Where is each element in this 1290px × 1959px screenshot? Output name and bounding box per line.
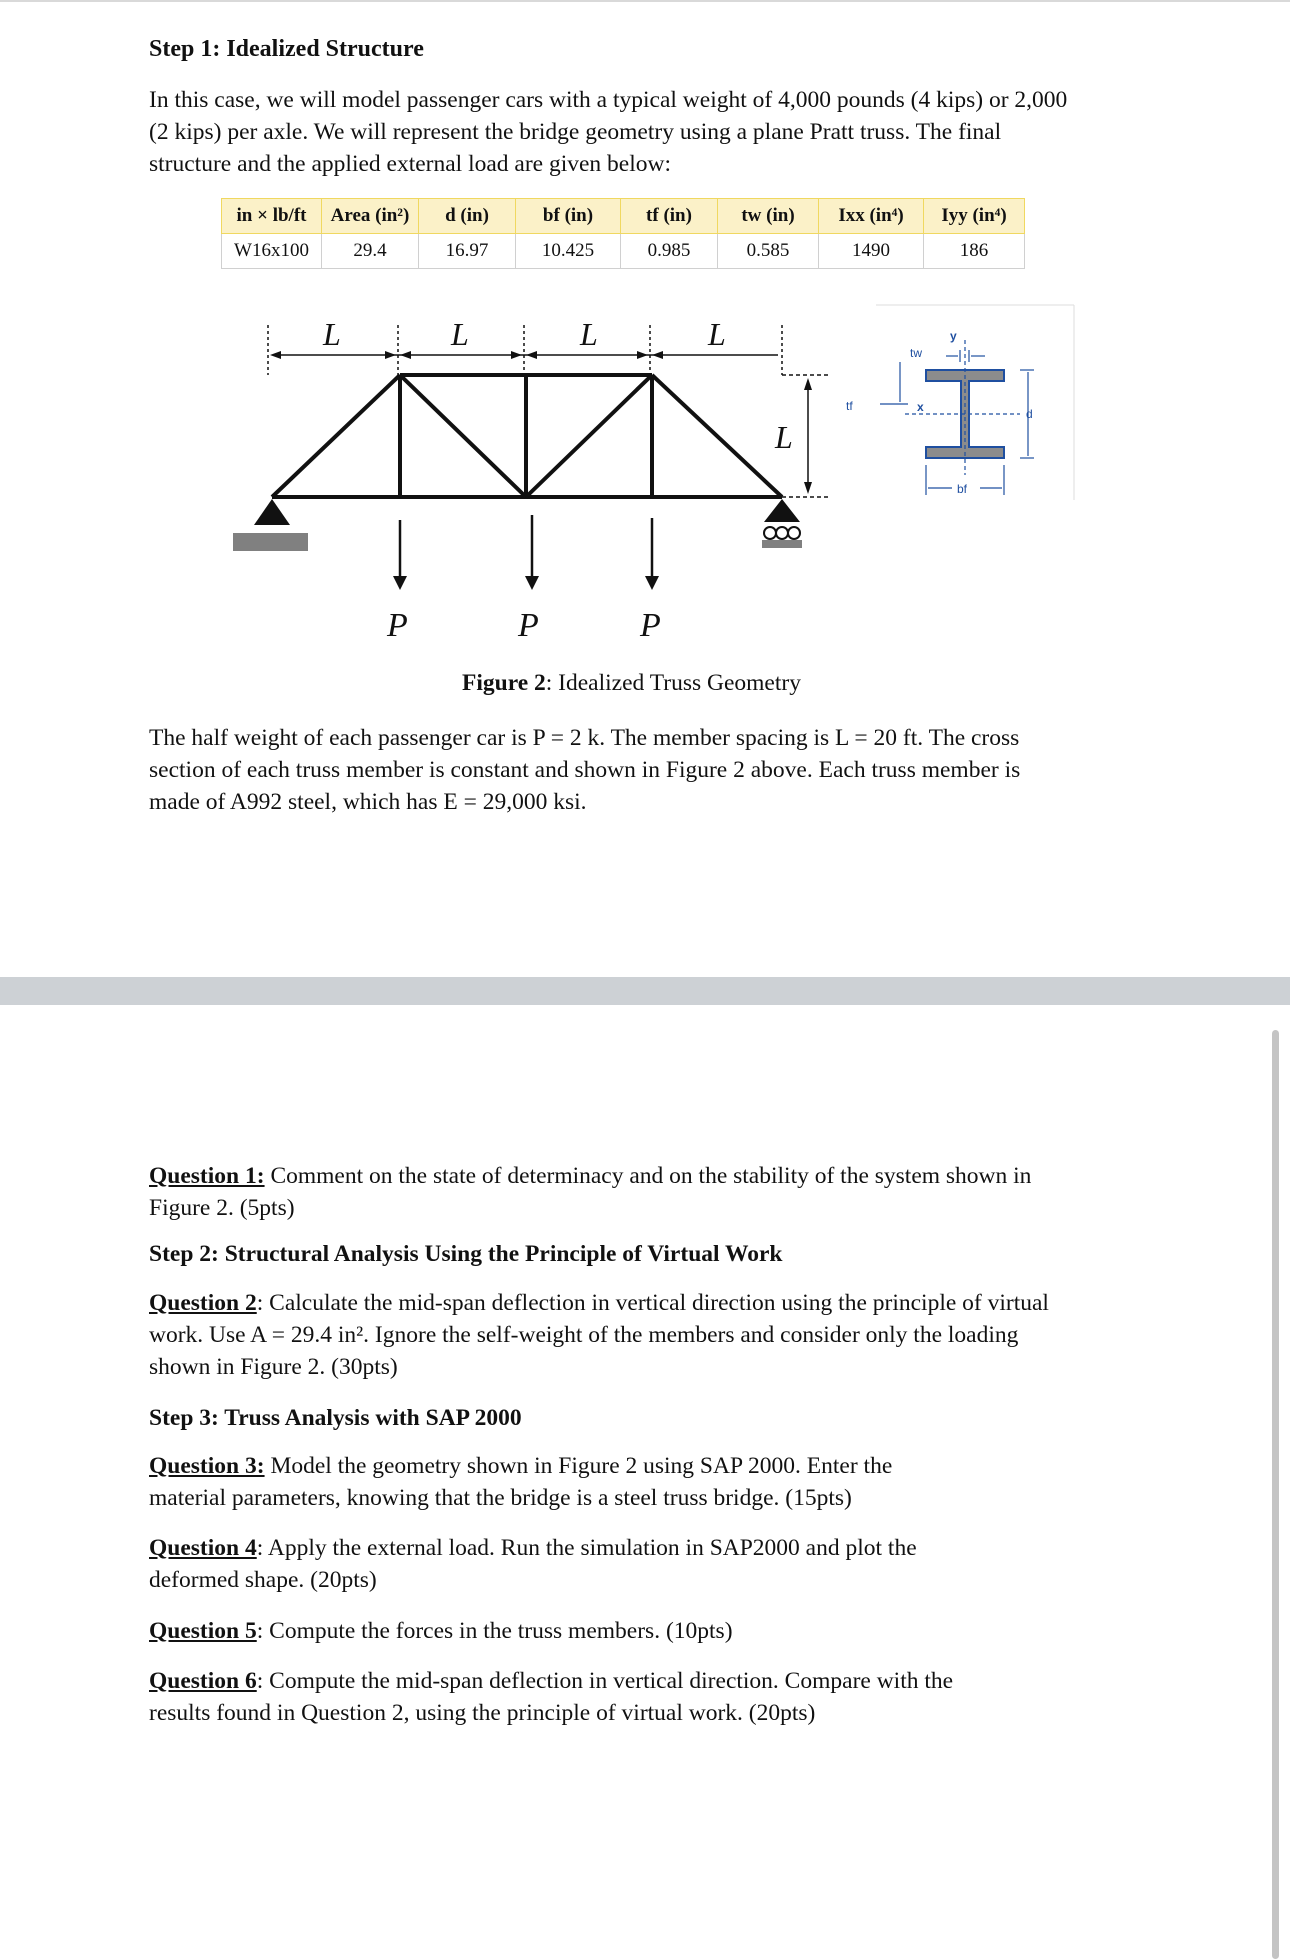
- step2-heading: Step 2: Structural Analysis Using the Principle of Virtual Work: [149, 1241, 783, 1267]
- page-separator: [0, 977, 1290, 1005]
- roller-support-icon: [762, 499, 802, 548]
- question-5: [149, 1615, 1129, 1647]
- table-cell: 0.585: [718, 234, 819, 269]
- table-header-cell: Area (in²): [322, 199, 419, 234]
- table-cell: 0.985: [621, 234, 718, 269]
- table-cell: 1490: [819, 234, 924, 269]
- table-row: [222, 234, 1025, 269]
- question-3-text-2: material parameters, knowing that the bridge is a steel truss bridge. (15pts): [149, 1485, 852, 1511]
- pin-support-icon: [233, 499, 308, 551]
- table-header-row: [222, 199, 1025, 234]
- after-line-3: made of A992 steel, which has E = 29,000 ksi.: [149, 789, 587, 815]
- intro-line-2: (2 kips) per axle. We will represent the bridge geometry using a plane Pratt truss. The final: [149, 119, 1002, 145]
- question-6: [149, 1665, 1129, 1729]
- table-cell: 16.97: [419, 234, 516, 269]
- load-label-1: P: [387, 607, 408, 644]
- span-label-4: L: [708, 316, 726, 352]
- question-2-label: Question 2: [149, 1290, 257, 1316]
- table-header-cell: Ixx (in⁴): [819, 199, 924, 234]
- span-dimension: [268, 325, 782, 375]
- step1-heading: Step 1: Idealized Structure: [149, 36, 424, 62]
- label-tw: tw: [910, 346, 922, 360]
- truss-members: [272, 375, 782, 497]
- question-3-label: Question 3:: [149, 1453, 265, 1479]
- table-header-cell: tf (in): [621, 199, 718, 234]
- question-4-text-2: deformed shape. (20pts): [149, 1567, 377, 1593]
- intro-line-1: In this case, we will model passenger cars with a typical weight of 4,000 pounds (4 kips) or 2,000: [149, 87, 1068, 113]
- caption-label: Figure 2: [462, 670, 546, 696]
- label-tf: tf: [846, 399, 853, 413]
- span-label-3: L: [580, 316, 598, 352]
- question-4-text: : Apply the external load. Run the simulation in SAP2000 and plot the: [256, 1535, 917, 1561]
- question-3: [149, 1450, 1129, 1514]
- question-2-text: : Calculate the mid-span deflection in vertical direction using the principle of virtual: [256, 1290, 1049, 1316]
- label-y: y: [950, 329, 957, 343]
- table-cell: 186: [924, 234, 1025, 269]
- table-header-cell: tw (in): [718, 199, 819, 234]
- scrollbar[interactable]: [1272, 1030, 1279, 1959]
- question-3-text: Model the geometry shown in Figure 2 using SAP 2000. Enter the: [264, 1453, 893, 1479]
- question-6-text: : Compute the mid-span deflection in vertical direction. Compare with the: [256, 1668, 954, 1694]
- section-properties-table: [221, 198, 1025, 269]
- question-1-label: Question 1:: [149, 1163, 265, 1189]
- step1-intro: [149, 84, 1149, 180]
- truss-figure: [0, 290, 1290, 650]
- span-label-1: L: [323, 316, 341, 352]
- figure-caption: [462, 670, 801, 697]
- load-label-2: P: [518, 607, 539, 644]
- after-line-1: The half weight of each passenger car is P = 2 k. The member spacing is L = 20 ft. The cross: [149, 725, 1020, 751]
- table-cell: W16x100: [222, 234, 322, 269]
- question-6-text-2: results found in Question 2, using the principle of virtual work. (20pts): [149, 1700, 816, 1726]
- height-label: L: [775, 419, 793, 455]
- step3-heading: Step 3: Truss Analysis with SAP 2000: [149, 1405, 522, 1431]
- question-2-text-2: work. Use A = 29.4 in². Ignore the self-weight of the members and consider only the loading: [149, 1322, 1019, 1348]
- question-5-text: : Compute the forces in the truss members. (10pts): [256, 1618, 733, 1644]
- after-line-2: section of each truss member is constant and shown in Figure 2 above. Each truss member is: [149, 757, 1021, 783]
- label-x: x: [917, 400, 924, 414]
- question-5-label: Question 5: [149, 1618, 257, 1644]
- question-6-label: Question 6: [149, 1668, 257, 1694]
- w-section-diagram: [846, 305, 1074, 500]
- question-4-label: Question 4: [149, 1535, 257, 1561]
- table-cell: 10.425: [516, 234, 621, 269]
- question-4: [149, 1532, 1129, 1596]
- table-header-cell: bf (in): [516, 199, 621, 234]
- question-2: [149, 1287, 1129, 1383]
- question-1-text: Comment on the state of determinacy and on the stability of the system shown in: [264, 1163, 1032, 1189]
- label-bf: bf: [957, 482, 968, 496]
- table-header-cell: in × lb/ft: [222, 199, 322, 234]
- caption-text: : Idealized Truss Geometry: [545, 670, 801, 696]
- table-header-cell: d (in): [419, 199, 516, 234]
- intro-line-3: structure and the applied external load are given below:: [149, 151, 672, 177]
- label-d: d: [1026, 407, 1033, 421]
- question-2-text-3: shown in Figure 2. (30pts): [149, 1354, 398, 1380]
- after-figure-text: [149, 722, 1149, 818]
- load-arrows: [400, 515, 652, 578]
- load-label-3: P: [640, 607, 661, 644]
- question-1-text-2: Figure 2. (5pts): [149, 1195, 295, 1221]
- span-label-2: L: [451, 316, 469, 352]
- question-1: [149, 1160, 1129, 1224]
- top-divider: [0, 0, 1290, 2]
- table-cell: 29.4: [322, 234, 419, 269]
- table-header-cell: Iyy (in⁴): [924, 199, 1025, 234]
